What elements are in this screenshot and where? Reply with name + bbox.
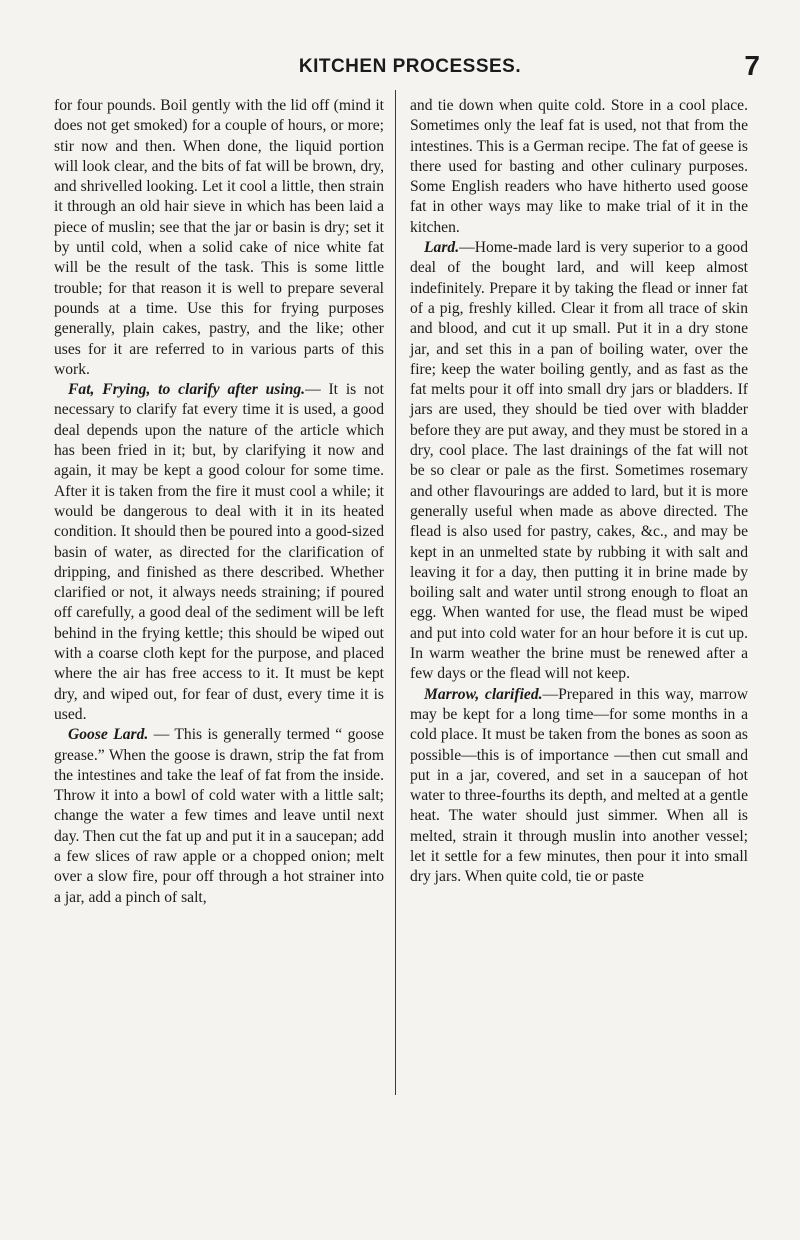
paragraph-marrow: Marrow, clarified.—Prepared in this way, marrow may be kept for a long time—for some months in a cold place. It must be taken from the bones as soon as possible—this is of importance —then cut small and put in a jar, covered, and set in a saucepan of hot water to three-fourths its depth, and melted at a gentle heat. The water should just simmer. When all is melted, strain it through muslin into another vessel; let it settle for a few minutes, then pour it into small dry jars. When quite cold, tie or paste bbox=[410, 685, 749, 886]
running-head: KITCHEN PROCESSES. bbox=[298, 56, 522, 77]
entry-heading: Fat, Frying, to clarify after using. bbox=[68, 381, 306, 399]
right-column bbox=[410, 96, 748, 888]
paragraph: for four pounds. Boil gently with the lid off (mind it does not get smoked) for a couple of hours, or more; stir now and then. When done, the liquid portion will look clear, and the bits of fat will be brown, dry, and shrivelled looking. Let it cool a little, then strain it through an old hair sieve in which has been laid a piece of muslin; see that the jar or basin is dry; set it by until cold, when a solid cake of nice white fat will be the result of the task. This is some little trouble; for that reason it is well to prepare several pounds at a time. Use this for frying purposes generally, plain cakes, pastry, and the like; other uses for it are referred to in various parts of this work. bbox=[54, 97, 384, 378]
page-number: 7 bbox=[744, 50, 760, 81]
paragraph-fat-frying: Fat, Frying, to clarify after using.— It is not necessary to clarify fat every time it is used, a good deal depends upon the nature of the article which has been fried in it; but, by clarifying it now and again, it may be kept a good colour for some time. After it is taken from the fire it must cool a while; it would be dangerous to deal with it in its heated condition. It should then be poured into a good-sized basin of water, as directed for the clarification of dripping, and finished as there described. Whether clarified or not, it always needs straining; if poured off carefully, a good deal of the sediment will be left behind in the frying kettle; this should be wiped out with a coarse cloth kept for the purpose, and placed where the air has free access to it. It must be kept dry, and wiped out, for fear of dust, every time it is used. bbox=[54, 381, 384, 723]
page-header bbox=[60, 50, 760, 86]
paragraph-goose-lard: Goose Lard. — This is generally termed “ goose grease.” When the goose is drawn, strip the fat from the intestines and take the leaf of fat from the inside. Throw it into a bowl of cold water with a little salt; change the water a few times and leave until next day. Then cut the fat up and put it in a saucepan; add a few slices of raw apple or a chopped onion; melt over a slow fire, pour off through a hot strainer into a jar, add a pinch of salt, bbox=[54, 726, 384, 906]
paragraph-lard: Lard.—Home-made lard is very superior to a good deal of the bought lard, and will keep almost indefinitely. Prepare it by taking the flead or inner fat of a pig, freshly killed. Clear it from all trace of skin and blood, and cut it up small. Put it in a dry stone jar, and set this in a pan of boiling water, over the fire; keep the water boiling gently, and as fast as the fat melts pour it off into small dry jars or bladders. If jars are used, they should be tied over with bladder before they are put away, and they must be stored in a dry, cool place. The last drainings of the fat will not be so clear or pale as the first. Sometimes rosemary and other flavourings are added to lard, but it is more generally useful when made as above directed. The flead is also used for pastry, cakes, &c., and may be kept in an unmelted state by rubbing it with salt and leaving it for a day, then putting it in brine made by boiling salt and water until strong enough to float an egg. When wanted for use, the flead must be wiped and put into cold water for an hour before it is cut up. In warm weather the brine must be renewed after a few days or the flead will not keep. bbox=[410, 239, 748, 683]
entry-heading: Marrow, clarified. bbox=[424, 685, 543, 703]
column-divider bbox=[395, 90, 396, 1095]
left-column bbox=[54, 96, 384, 908]
entry-heading: Lard. bbox=[424, 239, 460, 257]
entry-heading: Goose Lard. bbox=[68, 726, 149, 744]
paragraph: and tie down when quite cold. Store in a cool place. Sometimes only the leaf fat is used, not that from the intestines. This is a German recipe. The fat of geese is there used for basting and other culinary purposes. Some English readers who have hitherto used goose fat in other ways may like to make trial of it in the kitchen. bbox=[410, 97, 748, 236]
